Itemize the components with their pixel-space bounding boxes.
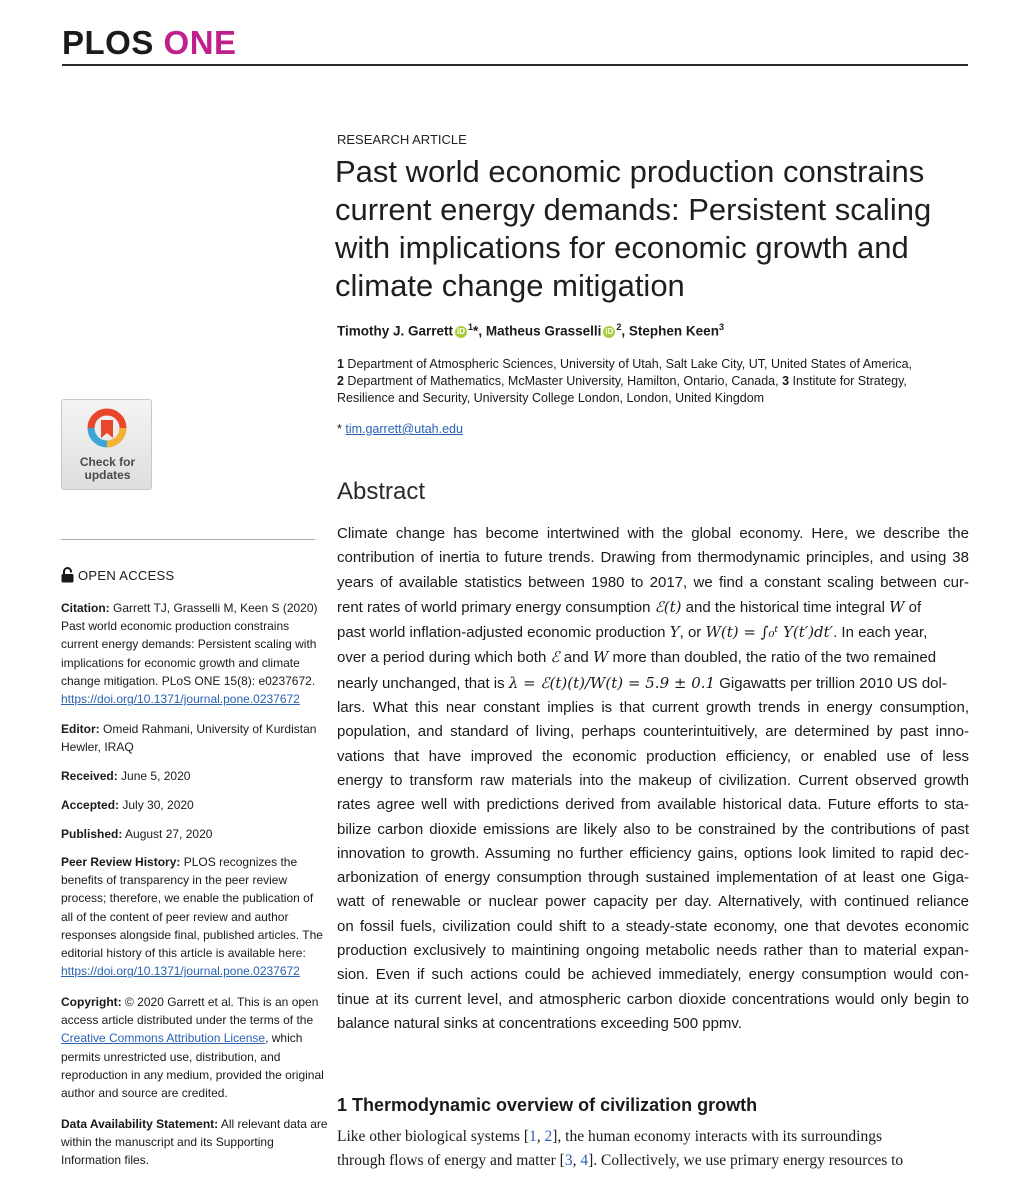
author-name[interactable]: Matheus Grasselli <box>485 323 602 339</box>
abstract-line: energy to transform raw materials into the makeup of civilization. Current observed growth <box>337 771 969 789</box>
abstract-line: on fossil fuels, civilization could shift to a steady-state economy, one that devotes economic <box>337 917 969 935</box>
affiliation-text: Institute for Strategy, <box>789 374 907 388</box>
email-link[interactable]: tim.garrett@utah.edu <box>345 422 463 436</box>
abstract-line: arbonization of energy consumption through sustained implementation of at least one Giga- <box>337 869 969 887</box>
check-for-updates-icon <box>87 408 127 448</box>
affiliation-marker: 3 <box>718 322 724 332</box>
math-lambda: λ = ℰ(t)(t)/W(t) = 5.9 ± 0.1 <box>508 673 716 692</box>
affiliation-number: 3 <box>782 374 790 388</box>
affiliation-marker: 1 <box>468 322 474 332</box>
body-line: through flows of energy and matter [3, 4]. Collectively, we use primary energy resources to <box>337 1152 904 1169</box>
affiliation-text: Department of Mathematics, McMaster University, Hamilton, Ontario, Canada, <box>343 374 783 388</box>
abstract-line: rates agree well with predictions derived from available historical data. Future efforts to sta- <box>337 796 969 814</box>
accepted-date: Accepted: July 30, 2020 <box>61 798 194 812</box>
affiliation-marker: 2 <box>616 322 622 332</box>
abstract-line: lars. What this near constant implies is that current growth trends in energy consumption, <box>337 699 969 717</box>
author-separator: , <box>478 323 486 339</box>
data-availability-block: Data Availability Statement: All relevant data are within the manuscript and its Supporting Information files. <box>61 1117 328 1168</box>
abstract-line: contribution of inertia to future trends. Drawing from thermodynamic principles, and using 38 <box>337 549 969 567</box>
corresponding-email <box>337 422 463 436</box>
body-line: Like other biological systems [1, 2], the human economy interacts with its surroundings <box>337 1128 882 1145</box>
math-integral: W(t) = ∫₀ᵗ Y(t′)dt′ <box>705 623 834 642</box>
abstract-line: nearly unchanged, that is λ = ℰ(t)(t)/W(t) = 5.9 ± 0.1 Gigawatts per trillion 2010 US dol- <box>337 673 947 692</box>
orcid-icon[interactable]: iD <box>457 326 466 336</box>
journal-logo[interactable] <box>62 24 237 62</box>
abstract-heading: Abstract <box>337 478 426 505</box>
abstract-line: tinue at its current level, and atmospheric carbon dioxide concentrations would only begin to <box>337 990 969 1008</box>
abstract-line: bilize carbon dioxide emissions are likely also to be constrained by the contributions of past <box>337 820 969 838</box>
citation-doi-link[interactable]: https://doi.org/10.1371/journal.pone.0237672 <box>61 692 300 707</box>
peer-review-block: Peer Review History: PLOS recognizes the benefits of transparency in the peer review process; therefore, we enable the publication of all of the content of peer review and author responses alongside final, published articles. The editorial history of this article is available here: https://doi.org/10.1371/journal.pone.0237672 <box>61 855 323 979</box>
reference-link[interactable]: 3 <box>564 1152 573 1169</box>
reference-link[interactable]: 1 <box>529 1128 537 1145</box>
abstract-line: population, and standard of living, perhaps counterintuitively, are determined by past inno- <box>337 723 969 741</box>
affiliation-text: Department of Atmospheric Sciences, University of Utah, Salt Lake City, UT, United States of America, <box>343 357 913 371</box>
abstract-line: sion. Even if such actions could be achieved immediately, energy consumption would con- <box>337 966 969 984</box>
affiliation-text: Resilience and Security, University College London, London, United Kingdom <box>337 391 765 405</box>
received-date: Received: June 5, 2020 <box>61 769 191 783</box>
check-for-updates-button[interactable] <box>61 399 152 490</box>
orcid-icon[interactable]: iD <box>605 326 614 336</box>
abstract-line: production exclusively to maintining ongoing metabolic needs rather than to material expan- <box>337 942 969 960</box>
article-title: Past world economic production constrains current energy demands: Persistent scaling with implications for economic growth and climate change mitigation <box>335 154 932 303</box>
article-type: RESEARCH ARTICLE <box>337 132 467 147</box>
section-heading: 1 Thermodynamic overview of civilization growth <box>337 1095 758 1115</box>
published-date: Published: August 27, 2020 <box>61 827 213 841</box>
editor-block: Editor: Omeid Rahmani, University of Kurdistan Hewler, IRAQ <box>61 722 317 755</box>
author-name[interactable]: Stephen Keen <box>628 323 719 339</box>
header-rule <box>62 64 968 66</box>
logo-one-text: ONE <box>163 24 237 61</box>
corresponding-marker: * <box>473 323 479 339</box>
section-body <box>337 1125 969 1173</box>
corresponding-star: * <box>337 422 346 436</box>
open-access-label: OPEN ACCESS <box>61 567 175 583</box>
abstract-text <box>337 522 969 1036</box>
abstract-line: vations that have improved the economic production efficiency, or enabled use of less <box>337 747 969 765</box>
author-separator: , <box>621 323 629 339</box>
author-name[interactable]: Timothy J. Garrett <box>337 323 454 339</box>
abstract-line: watt of renewable or nuclear power capacity per day. Alternatively, with continued reliance <box>337 893 969 911</box>
abstract-line: over a period during which both ℰ and W more than doubled, the ratio of the two remained <box>337 648 937 667</box>
open-lock-icon <box>61 567 74 583</box>
abstract-line: past world inflation-adjusted economic production Y, or W(t) = ∫₀ᵗ Y(t′)dt′. In each year, <box>337 623 928 642</box>
author-list <box>337 322 724 339</box>
license-link[interactable]: Creative Commons Attribution License <box>61 1031 266 1046</box>
copyright-block: Copyright: © 2020 Garrett et al. This is an open access article distributed under the terms of the Creative Commons Attribution License, which permits unrestricted use, distribution, and reproduction in any medium, provided the original author and source are credited. <box>61 995 324 1101</box>
abstract-line: years of available statistics between 1980 to 2017, we find a constant scaling between cur- <box>337 573 969 591</box>
abstract-line: Climate change has become intertwined with the global economy. Here, we describe the <box>337 525 969 542</box>
affiliation-number: 2 <box>337 374 344 388</box>
affiliation-number: 1 <box>337 357 344 371</box>
check-for-updates-label: Check for updates <box>79 455 136 482</box>
affiliations <box>337 356 957 407</box>
abstract-line: rent rates of world primary energy consumption ℰ(t) and the historical time integral W of <box>337 597 922 616</box>
reference-link[interactable]: 2 <box>544 1128 553 1145</box>
logo-plos-text: PLOS <box>62 24 154 61</box>
abstract-line: balance natural sinks at concentrations exceeding 500 ppmv. <box>337 1014 742 1032</box>
math-energy: ℰ(t) <box>654 597 682 616</box>
peer-review-doi-link[interactable]: https://doi.org/10.1371/journal.pone.0237672 <box>61 964 300 979</box>
sidebar-divider <box>61 539 315 540</box>
reference-link[interactable]: 4 <box>580 1152 589 1169</box>
abstract-line: innovation to growth. Assuming no further efficiency gains, options look limited to rapid dec- <box>337 844 969 862</box>
citation-block: Citation: Garrett TJ, Grasselli M, Keen S (2020) Past world economic production constrains current energy demands: Persistent scaling with implications for economic growth and climate change mitigation. PLoS ONE 15(8): e0237672. https://doi.org/10.1371/journal.pone.0237672 <box>61 601 318 707</box>
